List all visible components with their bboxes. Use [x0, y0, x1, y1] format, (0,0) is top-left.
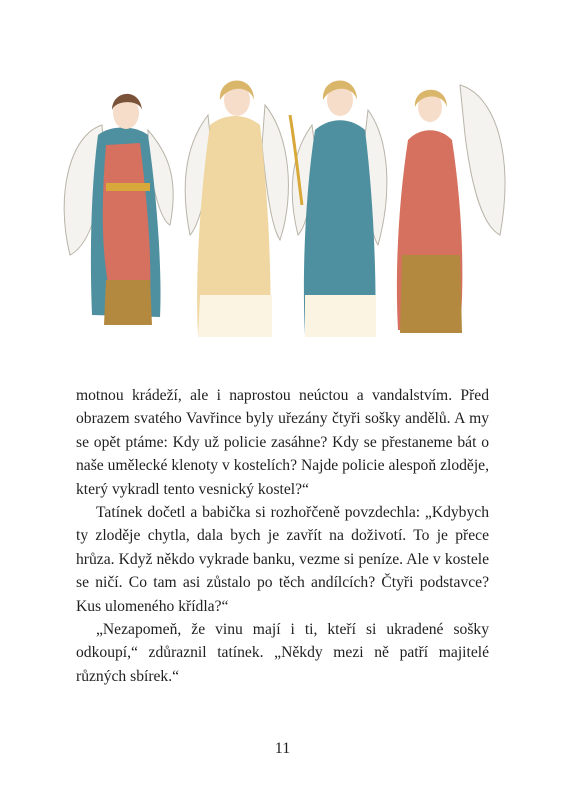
paragraph-2: Tatínek dočetl a babička si rozhořčeně povzdechla: „Kdybych ty zloděje chytla, dala bych je zavřít na doživotí. To je přece hrůza. Když někdo vykrade banku, vezme si peníze. Ale v kostele se ničí. Co tam asi zůstalo po těch andílcích? Čtyři podstavce? Kus ulomeného křídla?“: [76, 504, 489, 615]
page-number: 11: [274, 740, 291, 757]
angel-2: [185, 80, 288, 337]
angel-3: [290, 80, 387, 337]
angel-1: [64, 94, 173, 325]
paragraph-1: motnou krádeží, ale i naprostou neúctou a vandalstvím. Před obrazem svatého Vavřince byly uřezány čtyři sošky andělů. A my se opět ptáme: Kdy už policie zasáhne? Kdy se přestaneme bát o naše umělecké klenoty v kostelích? Najde policie alespoň zloděje, který vykradl tento vesnický kostel?“: [76, 387, 489, 498]
angel-4: [397, 85, 505, 333]
paragraph-3: „Nezapomeň, že vinu mají i ti, kteří si ukradené sošky odkoupí,“ zdůraznil tatínek. „Někdy mezi ně patří majitelé různých sbírek.“: [76, 621, 489, 685]
angels-illustration: [40, 55, 530, 355]
body-text: [76, 384, 489, 688]
